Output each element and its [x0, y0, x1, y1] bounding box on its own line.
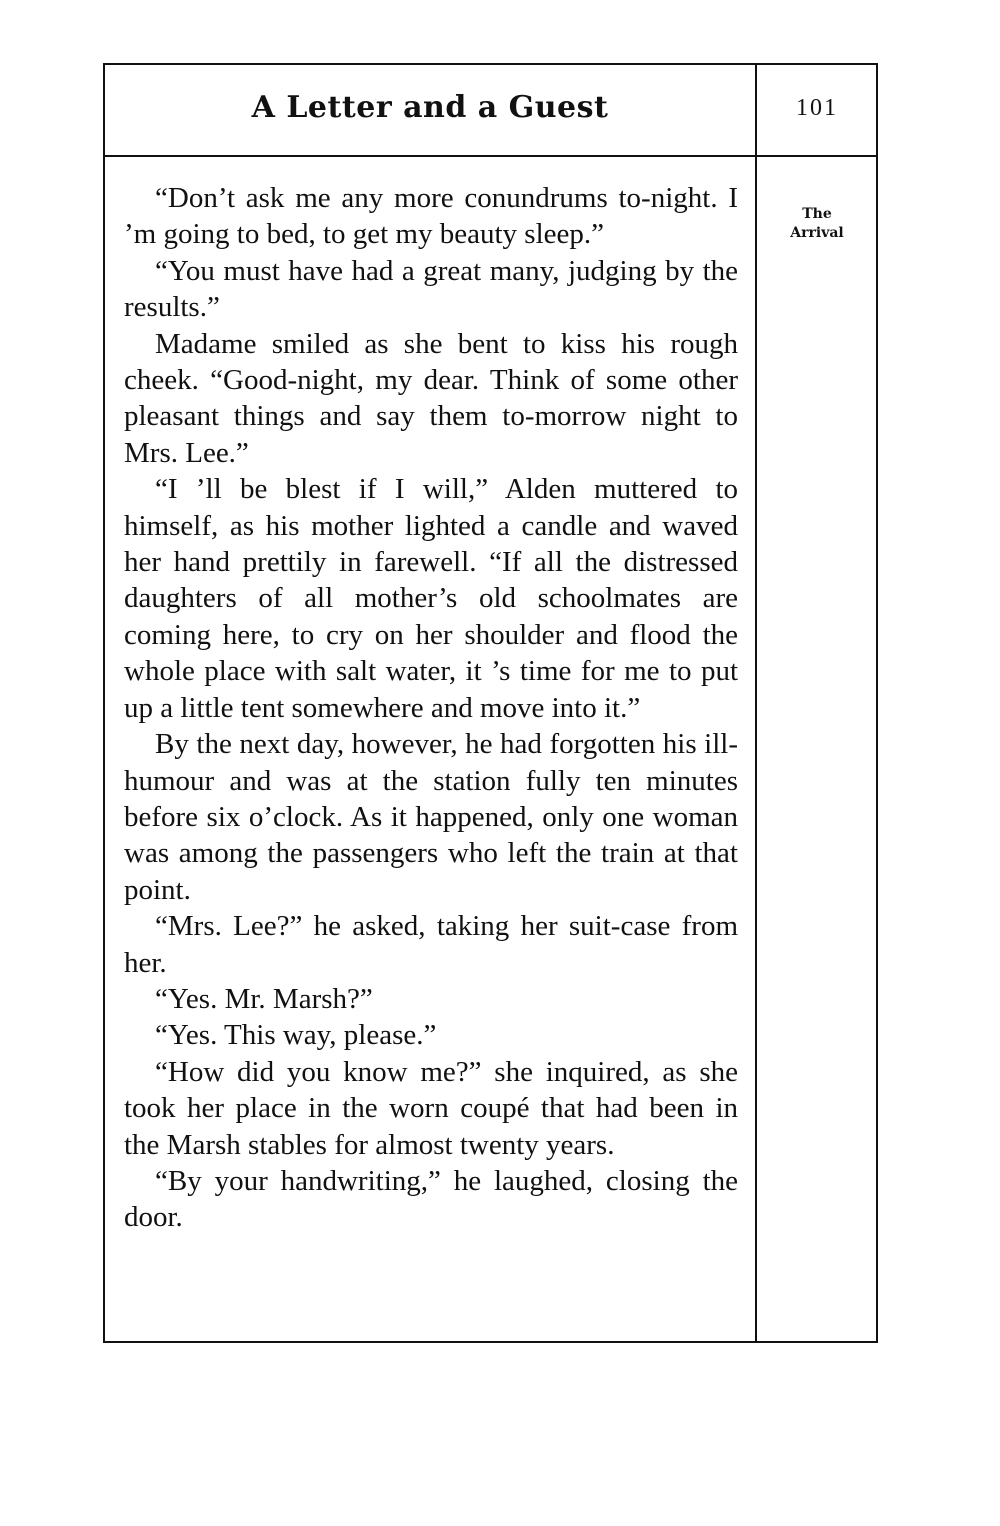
header-rule — [105, 155, 876, 157]
paragraph: “Mrs. Lee?” he asked, taking her suit-case from her. — [124, 910, 738, 979]
paragraph: “I ’ll be blest if I will,” Alden muttered to himself, as his mother lighted a candle and waved her hand prettily in farewell. “If all the distressed daughters of all mother’s old schoolmates are coming here, to cry on her shoulder and flood the whole place with salt water, it ’s time for me to put up a little tent somewhere and move into it.” — [124, 473, 738, 724]
margin-note — [757, 205, 877, 243]
running-head-title: A Letter and a Guest — [251, 90, 609, 125]
paragraph: “Don’t ask me any more conundrums to-night. I ’m going to bed, to get my beauty sleep.” — [124, 182, 738, 251]
paragraph: “How did you know me?” she inquired, as she took her place in the worn coupé that had been in the Marsh stables for almost twenty years. — [124, 1055, 738, 1161]
paragraph: “Yes. Mr. Marsh?” — [155, 982, 373, 1015]
paragraph: “By your handwriting,” he laughed, closing the door. — [124, 1164, 738, 1234]
page-frame — [103, 63, 878, 1343]
paragraph: Madame smiled as she bent to kiss his rough cheek. “Good-night, my dear. Think of some other pleasant things and say them to-morrow night to Mrs. Lee.” — [124, 327, 738, 469]
margin-note-line-2: Arrival — [790, 225, 844, 241]
paragraph: “You must have had a great many, judging by the results.” — [124, 254, 738, 324]
body-text — [124, 180, 738, 1236]
paragraph: “Yes. This way, please.” — [155, 1019, 437, 1052]
margin-note-line-1: The — [802, 206, 832, 222]
page-number: 101 — [796, 95, 838, 121]
paragraph: By the next day, however, he had forgotten his ill-humour and was at the station fully ten minutes before six o’clock. As it happened, only one woman was among the passengers who left the train at that point. — [124, 728, 738, 906]
margin-column-divider — [755, 65, 757, 1341]
